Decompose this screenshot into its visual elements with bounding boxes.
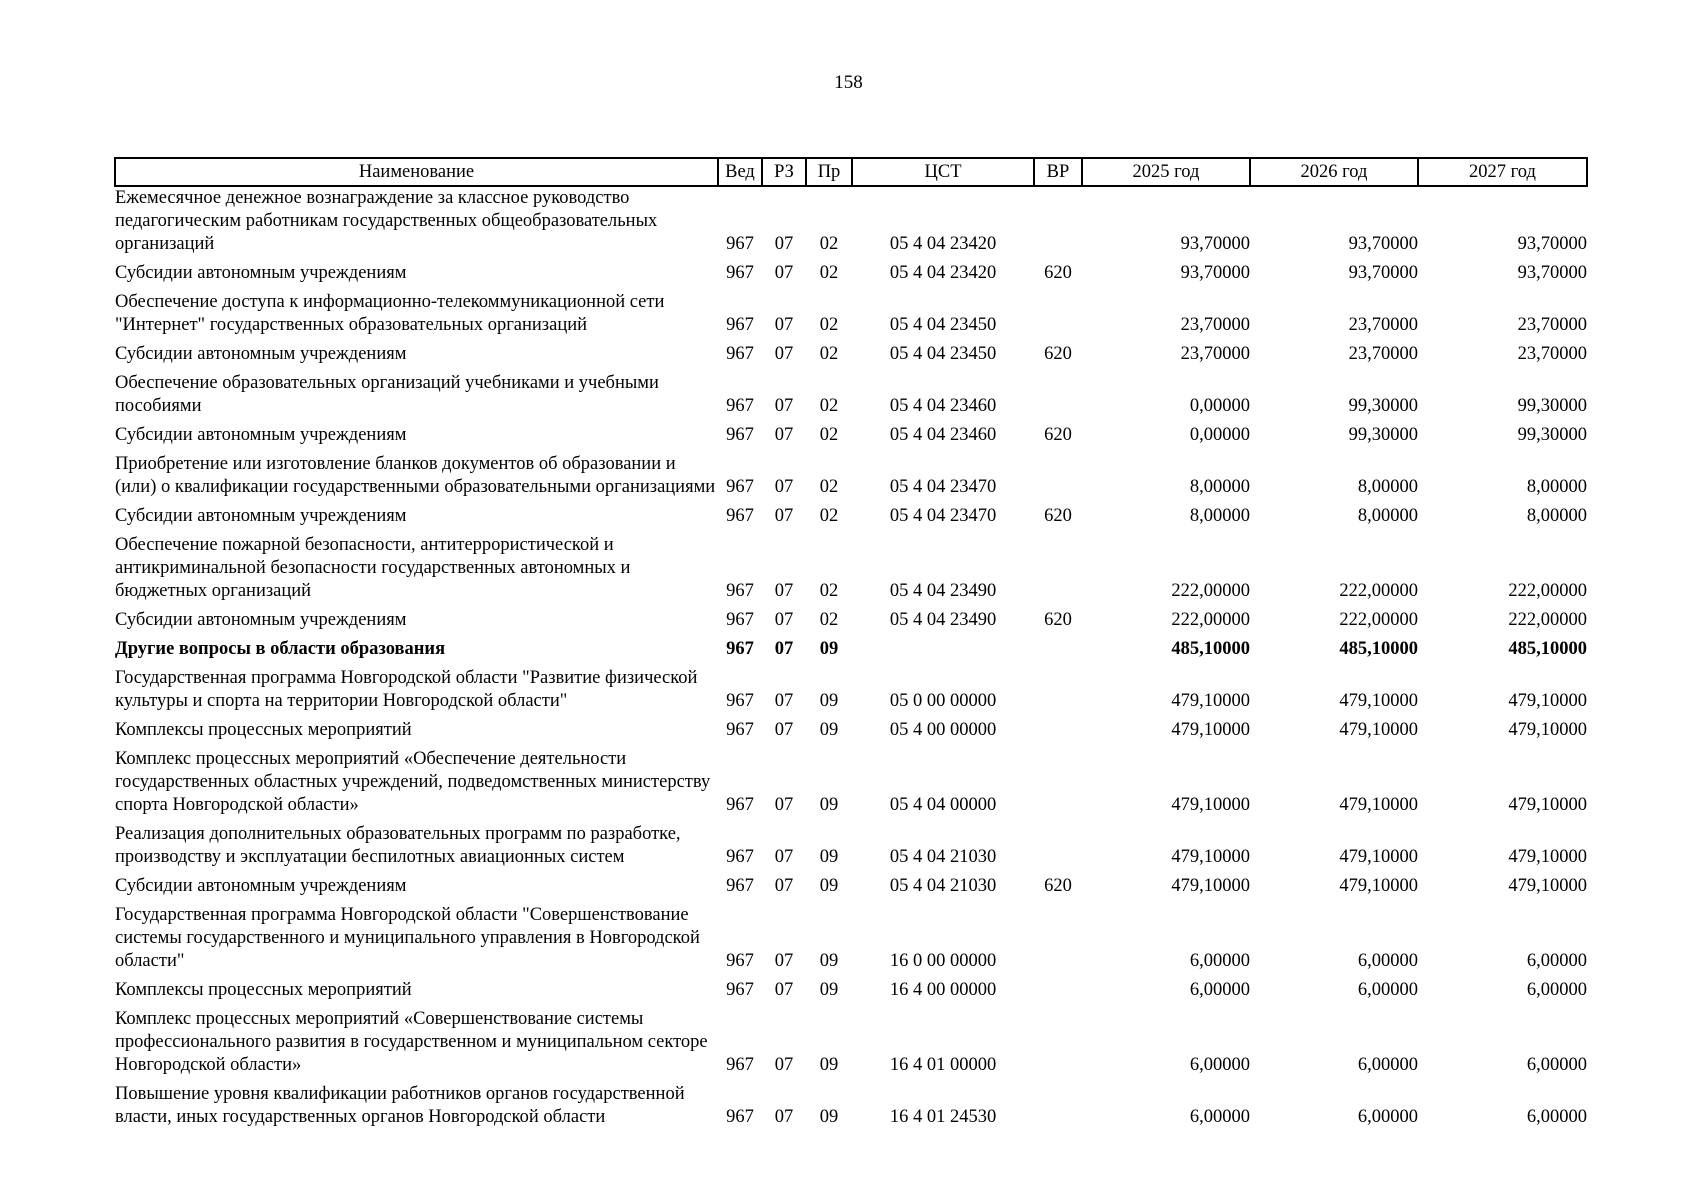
- cell-rz: 07: [774, 639, 794, 659]
- cell-cst: 05 4 04 00000: [889, 795, 997, 815]
- cell-pr: 09: [819, 1055, 839, 1075]
- cell-name: Повышение уровня квалификации работников органов государственной власти, иных государственных органов Новгородской области: [115, 1084, 685, 1127]
- cell-2027: 479,10000: [1508, 795, 1587, 815]
- cell-cst: 05 4 00 00000: [889, 720, 997, 740]
- cell-2025: 93,70000: [1180, 263, 1250, 283]
- cell-rz: 07: [774, 980, 794, 1000]
- cell-cst: 05 4 04 21030: [889, 876, 997, 896]
- cell-cst: [852, 638, 1034, 667]
- cell-ved: 967: [726, 795, 754, 815]
- cell-name: Субсидии автономным учреждениям: [115, 263, 407, 283]
- cell-pr: 09: [819, 691, 839, 711]
- cell-cst: 16 4 01 00000: [889, 1055, 997, 1075]
- table-row: [115, 262, 1587, 291]
- cell-2026: 479,10000: [1339, 876, 1418, 896]
- table-row: [115, 291, 1587, 343]
- cell-2026: 479,10000: [1339, 720, 1418, 740]
- cell-name: Обеспечение образовательных организаций учебниками и учебными пособиями: [115, 373, 659, 416]
- cell-cst: 05 4 04 23460: [889, 396, 997, 416]
- table-row: [115, 667, 1587, 719]
- cell-rz: 07: [774, 477, 794, 497]
- table-row: [115, 719, 1587, 748]
- cell-pr: 09: [819, 1107, 839, 1127]
- cell-ved: 967: [726, 315, 754, 335]
- cell-2026: 23,70000: [1348, 344, 1418, 364]
- cell-vr: [1034, 534, 1082, 609]
- cell-pr: 02: [819, 234, 839, 254]
- cell-2027: 99,30000: [1517, 425, 1587, 445]
- cell-ved: 967: [726, 1055, 754, 1075]
- cell-2025: 479,10000: [1171, 876, 1250, 896]
- header-row: [115, 158, 1587, 186]
- cell-rz: 07: [774, 234, 794, 254]
- cell-vr: 620: [1044, 610, 1072, 630]
- cell-name: Субсидии автономным учреждениям: [115, 876, 407, 896]
- cell-cst: 16 4 01 24530: [889, 1107, 997, 1127]
- cell-2027: 485,10000: [1508, 639, 1587, 659]
- cell-cst: 05 4 04 23420: [889, 263, 997, 283]
- budget-table: [114, 157, 1588, 1135]
- cell-2026: 8,00000: [1357, 506, 1418, 526]
- cell-ved: 967: [726, 847, 754, 867]
- cell-2025: 8,00000: [1189, 477, 1250, 497]
- cell-pr: 02: [819, 581, 839, 601]
- cell-name: Реализация дополнительных образовательных программ по разработке, производству и эксплуатации беспилотных авиационных систем: [115, 824, 681, 867]
- cell-2025: 0,00000: [1189, 425, 1250, 445]
- table-row: [115, 823, 1587, 875]
- cell-2026: 222,00000: [1339, 610, 1418, 630]
- cell-rz: 07: [774, 506, 794, 526]
- cell-pr: 02: [819, 425, 839, 445]
- cell-pr: 02: [819, 610, 839, 630]
- cell-vr: [1034, 719, 1082, 748]
- cell-rz: 07: [774, 396, 794, 416]
- cell-vr: [1034, 904, 1082, 979]
- cell-rz: 07: [774, 795, 794, 815]
- table-row: [115, 979, 1587, 1008]
- cell-ved: 967: [726, 477, 754, 497]
- cell-pr: 02: [819, 477, 839, 497]
- cell-rz: 07: [774, 1107, 794, 1127]
- cell-ved: 967: [726, 610, 754, 630]
- cell-rz: 07: [774, 263, 794, 283]
- header-vr: ВР: [1034, 158, 1082, 186]
- cell-vr: [1034, 453, 1082, 505]
- cell-cst: 05 4 04 23460: [889, 425, 997, 445]
- cell-name: Комплекс процессных мероприятий «Обеспечение деятельности государственных областных учреждений, подведомственных министерству спорта Новгородской области»: [115, 749, 711, 815]
- cell-pr: 09: [819, 639, 839, 659]
- cell-vr: [1034, 823, 1082, 875]
- header-2025: 2025 год: [1082, 158, 1250, 186]
- cell-rz: 07: [774, 610, 794, 630]
- cell-ved: 967: [726, 263, 754, 283]
- cell-ved: 967: [726, 1107, 754, 1127]
- cell-cst: 16 4 00 00000: [889, 980, 997, 1000]
- cell-ved: 967: [726, 691, 754, 711]
- cell-2027: 222,00000: [1508, 610, 1587, 630]
- table-body: [115, 186, 1587, 1135]
- cell-2026: 6,00000: [1357, 951, 1418, 971]
- cell-pr: 02: [819, 315, 839, 335]
- cell-2025: 479,10000: [1171, 691, 1250, 711]
- cell-vr: [1034, 748, 1082, 823]
- cell-2026: 479,10000: [1339, 795, 1418, 815]
- cell-ved: 967: [726, 396, 754, 416]
- table-row: [115, 1008, 1587, 1083]
- cell-rz: 07: [774, 344, 794, 364]
- cell-2026: 6,00000: [1357, 1055, 1418, 1075]
- table-row: [115, 1083, 1587, 1135]
- table-row: [115, 875, 1587, 904]
- cell-2025: 8,00000: [1189, 506, 1250, 526]
- cell-2025: 6,00000: [1189, 1107, 1250, 1127]
- cell-2026: 93,70000: [1348, 234, 1418, 254]
- cell-2025: 23,70000: [1180, 315, 1250, 335]
- cell-pr: 09: [819, 951, 839, 971]
- cell-cst: 16 0 00 00000: [889, 951, 997, 971]
- table-row: [115, 186, 1587, 262]
- table-row: [115, 505, 1587, 534]
- cell-cst: 05 0 00 00000: [889, 691, 997, 711]
- cell-2027: 93,70000: [1517, 234, 1587, 254]
- table-row: [115, 638, 1587, 667]
- cell-pr: 09: [819, 876, 839, 896]
- cell-rz: 07: [774, 876, 794, 896]
- cell-2026: 99,30000: [1348, 425, 1418, 445]
- cell-vr: [1034, 1083, 1082, 1135]
- cell-2025: 6,00000: [1189, 1055, 1250, 1075]
- cell-cst: 05 4 04 23490: [889, 581, 997, 601]
- cell-rz: 07: [774, 691, 794, 711]
- header-ved: Вед: [718, 158, 762, 186]
- table-row: [115, 424, 1587, 453]
- cell-name: Субсидии автономным учреждениям: [115, 425, 407, 445]
- cell-2027: 479,10000: [1508, 847, 1587, 867]
- cell-name: Комплексы процессных мероприятий: [115, 720, 412, 740]
- cell-name: Субсидии автономным учреждениям: [115, 610, 407, 630]
- cell-2027: 6,00000: [1526, 951, 1587, 971]
- cell-ved: 967: [726, 980, 754, 1000]
- cell-2026: 6,00000: [1357, 980, 1418, 1000]
- cell-name: Субсидии автономным учреждениям: [115, 506, 407, 526]
- cell-vr: [1034, 638, 1082, 667]
- cell-rz: 07: [774, 315, 794, 335]
- cell-pr: 02: [819, 396, 839, 416]
- cell-pr: 02: [819, 263, 839, 283]
- table-row: [115, 534, 1587, 609]
- cell-ved: 967: [726, 234, 754, 254]
- cell-rz: 07: [774, 720, 794, 740]
- cell-2027: 23,70000: [1517, 344, 1587, 364]
- cell-2027: 479,10000: [1508, 720, 1587, 740]
- cell-ved: 967: [726, 951, 754, 971]
- cell-2027: 8,00000: [1526, 477, 1587, 497]
- cell-cst: 05 4 04 23470: [889, 506, 997, 526]
- cell-cst: 05 4 04 23470: [889, 477, 997, 497]
- cell-2025: 93,70000: [1180, 234, 1250, 254]
- cell-pr: 02: [819, 344, 839, 364]
- cell-2026: 485,10000: [1339, 639, 1418, 659]
- cell-pr: 09: [819, 980, 839, 1000]
- cell-pr: 09: [819, 795, 839, 815]
- cell-name: Субсидии автономным учреждениям: [115, 344, 407, 364]
- cell-pr: 09: [819, 847, 839, 867]
- cell-cst: 05 4 04 23490: [889, 610, 997, 630]
- table-row: [115, 904, 1587, 979]
- cell-vr: 620: [1044, 344, 1072, 364]
- header-pr: Пр: [806, 158, 852, 186]
- cell-2027: 222,00000: [1508, 581, 1587, 601]
- cell-2027: 6,00000: [1526, 1107, 1587, 1127]
- cell-2025: 479,10000: [1171, 795, 1250, 815]
- cell-vr: 620: [1044, 506, 1072, 526]
- cell-cst: 05 4 04 23420: [889, 234, 997, 254]
- cell-vr: [1034, 667, 1082, 719]
- cell-2025: 485,10000: [1171, 639, 1250, 659]
- cell-2026: 6,00000: [1357, 1107, 1418, 1127]
- header-name: Наименование: [115, 158, 718, 186]
- cell-name: Другие вопросы в области образования: [115, 639, 446, 659]
- cell-ved: 967: [726, 720, 754, 740]
- cell-2026: 8,00000: [1357, 477, 1418, 497]
- cell-cst: 05 4 04 21030: [889, 847, 997, 867]
- cell-2025: 222,00000: [1171, 581, 1250, 601]
- cell-name: Государственная программа Новгородской области "Совершенствование системы государственного и муниципального управления в Новгородской области": [115, 905, 700, 971]
- cell-ved: 967: [726, 876, 754, 896]
- cell-2025: 6,00000: [1189, 951, 1250, 971]
- cell-name: Комплекс процессных мероприятий «Совершенствование системы профессионального развития в государственном и муниципальном секторе Новгородской области»: [115, 1009, 708, 1075]
- header-cst: ЦСТ: [852, 158, 1034, 186]
- cell-vr: [1034, 979, 1082, 1008]
- cell-vr: 620: [1044, 876, 1072, 896]
- cell-rz: 07: [774, 581, 794, 601]
- cell-pr: 09: [819, 720, 839, 740]
- cell-ved: 967: [726, 344, 754, 364]
- cell-name: Комплексы процессных мероприятий: [115, 980, 412, 1000]
- cell-vr: [1034, 291, 1082, 343]
- cell-ved: 967: [726, 581, 754, 601]
- table-row: [115, 453, 1587, 505]
- cell-2026: 23,70000: [1348, 315, 1418, 335]
- cell-2027: 6,00000: [1526, 980, 1587, 1000]
- cell-vr: [1034, 186, 1082, 262]
- cell-name: Обеспечение доступа к информационно-телекоммуникационной сети "Интернет" государственных образовательных организаций: [115, 292, 665, 335]
- cell-rz: 07: [774, 847, 794, 867]
- cell-cst: 05 4 04 23450: [889, 315, 997, 335]
- header-2027: 2027 год: [1418, 158, 1587, 186]
- cell-ved: 967: [726, 425, 754, 445]
- cell-2027: 23,70000: [1517, 315, 1587, 335]
- cell-2025: 6,00000: [1189, 980, 1250, 1000]
- page-number: 158: [834, 72, 863, 93]
- cell-2026: 479,10000: [1339, 847, 1418, 867]
- table-row: [115, 748, 1587, 823]
- cell-pr: 02: [819, 506, 839, 526]
- cell-name: Обеспечение пожарной безопасности, антитеррористической и антикриминальной безопасности государственных автономных и бюджетных организаций: [115, 535, 631, 601]
- cell-rz: 07: [774, 1055, 794, 1075]
- cell-2026: 93,70000: [1348, 263, 1418, 283]
- cell-rz: 07: [774, 951, 794, 971]
- cell-2027: 479,10000: [1508, 691, 1587, 711]
- table-row: [115, 609, 1587, 638]
- table-header: [115, 158, 1587, 186]
- cell-vr: 620: [1044, 263, 1072, 283]
- cell-2027: 479,10000: [1508, 876, 1587, 896]
- cell-cst: 05 4 04 23450: [889, 344, 997, 364]
- header-2026: 2026 год: [1250, 158, 1418, 186]
- table-row: [115, 343, 1587, 372]
- cell-2027: 93,70000: [1517, 263, 1587, 283]
- cell-vr: [1034, 372, 1082, 424]
- cell-ved: 967: [726, 506, 754, 526]
- cell-vr: [1034, 1008, 1082, 1083]
- cell-2025: 479,10000: [1171, 720, 1250, 740]
- cell-2025: 0,00000: [1189, 396, 1250, 416]
- cell-2026: 479,10000: [1339, 691, 1418, 711]
- cell-name: Государственная программа Новгородской области "Развитие физической культуры и спорта на территории Новгородской области": [115, 668, 698, 711]
- cell-2027: 8,00000: [1526, 506, 1587, 526]
- cell-2025: 479,10000: [1171, 847, 1250, 867]
- cell-2027: 99,30000: [1517, 396, 1587, 416]
- cell-2025: 23,70000: [1180, 344, 1250, 364]
- table-row: [115, 372, 1587, 424]
- cell-2026: 222,00000: [1339, 581, 1418, 601]
- cell-ved: 967: [726, 639, 754, 659]
- header-rz: РЗ: [762, 158, 806, 186]
- cell-name: Ежемесячное денежное вознаграждение за классное руководство педагогическим работникам государственных общеобразовательных организаций: [115, 188, 658, 254]
- cell-2025: 222,00000: [1171, 610, 1250, 630]
- cell-rz: 07: [774, 425, 794, 445]
- cell-name: Приобретение или изготовление бланков документов об образовании и (или) о квалификации государственными образовательными организациями: [115, 454, 716, 497]
- cell-2026: 99,30000: [1348, 396, 1418, 416]
- cell-vr: 620: [1044, 425, 1072, 445]
- cell-2027: 6,00000: [1526, 1055, 1587, 1075]
